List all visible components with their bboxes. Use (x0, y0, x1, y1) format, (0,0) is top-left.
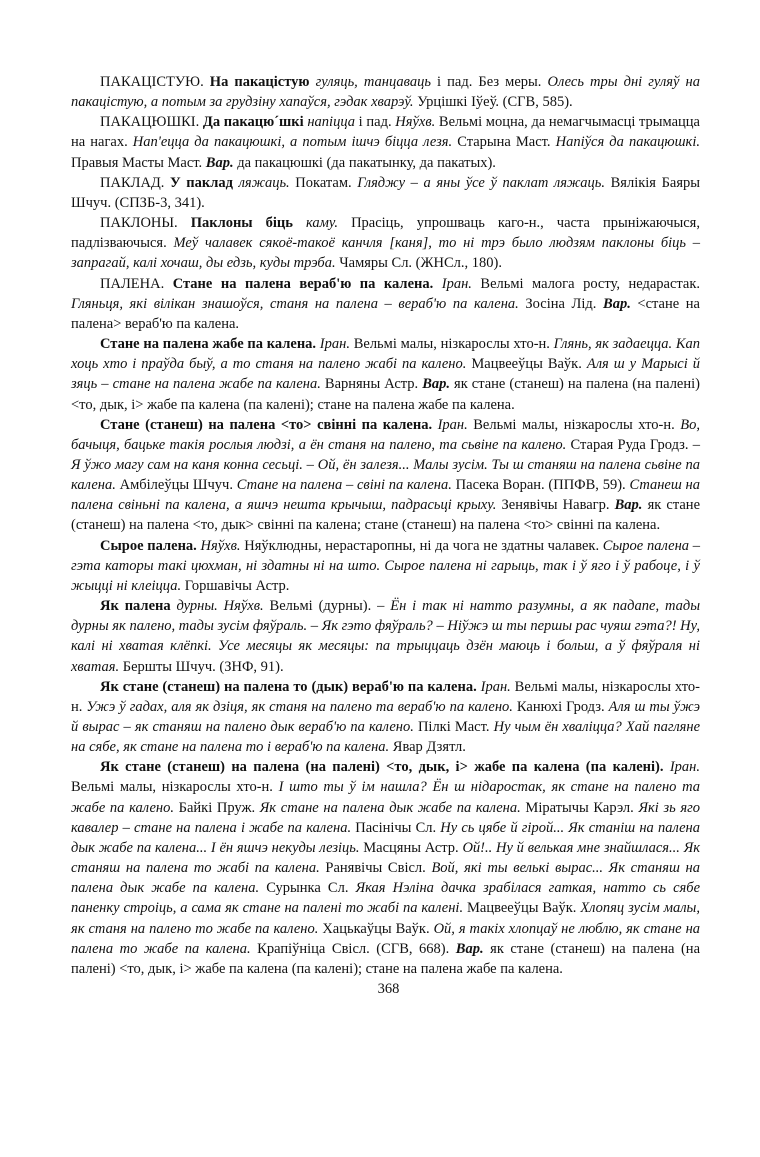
text-run: Вельмі моцна, да немагчымасці трымацца на нагах. (71, 114, 700, 151)
variant-marker: Вар. (614, 497, 643, 514)
italic-text: Меў чалавек сякоё-такоё канчля [каня], то ні трэ было людзям паклоны біць – запрагай, калі хочаш, ды едзь, куды трэба. (71, 235, 701, 272)
italic-text: Напіўся да пакацюшкі. (555, 134, 700, 151)
italic-text: дурны. Няўхв. (170, 598, 264, 615)
italic-text: напіцца (303, 114, 355, 131)
text-run: Ранявічы Свісл. (319, 860, 432, 877)
italic-text: Гляньця, які вілікан знашоўся, станя на палена – вераб'ю па калена. (71, 295, 519, 312)
italic-text: Няўхв. (196, 537, 241, 554)
text-run: да пакацюшкі (да пакатынку, да пакатых). (233, 154, 496, 171)
text-run: Зосіна Лід. (518, 295, 604, 312)
italic-text: Глянь, як задаецца. Кап хоць хто і праўда быў, а то станя на палено жабі па калено. (71, 336, 701, 373)
text-run: ПАКЛОНЫ. (100, 215, 191, 232)
italic-text: Олесь тры дні гуляў на пакацістую, а потым за грудзіну хапаўся, гэдак хварэў. (71, 74, 700, 111)
text-run: Вельмі (дурны). (263, 598, 378, 615)
italic-text: Гляджу – а яны ўсе ў паклат ляжаць. (357, 174, 606, 191)
text-run: Варняны Астр. (320, 376, 423, 393)
italic-text: Якая Нэліна дачка зрабілася гаткая, натто сь сябе паненку строіць, а сама як стане на палені то жабі па калені. (71, 880, 701, 917)
dictionary-entry (71, 536, 700, 596)
italic-text: Іран. (663, 759, 700, 776)
text-run: Мацвееўцы Ваўк. (466, 356, 587, 373)
text-run: ПАКАЦЮШКІ. (100, 114, 203, 131)
dictionary-entry (71, 334, 700, 415)
headword: У паклад (170, 174, 233, 191)
variant-marker: Вар. (205, 154, 234, 171)
dictionary-entry (71, 415, 700, 536)
dictionary-entry (71, 72, 700, 112)
text-run: Вельмі малога росту, недарастак. (471, 275, 701, 292)
italic-text: ляжаць. (232, 174, 290, 191)
text-run: як стане (станеш) на палена (на палені) <то, дык, і> жабе па калена (па калені); стане на палена жабе па калена. (71, 940, 701, 977)
dictionary-entry (71, 677, 700, 758)
headword: Як стане (станеш) на палена (на палені) <то, дык, і> жабе па калена (па калені). (100, 759, 664, 776)
dictionary-entry (71, 213, 700, 273)
text-run: Хацькаўцы Ваўк. (318, 920, 434, 937)
text-run: Горшавічы Астр. (181, 577, 290, 594)
text-run: як стане (станеш) на палена <то, дык> свінні па калена; стане (станеш) на палена <то> свінні па калена. (71, 497, 701, 534)
italic-text: І што ты ў ім нашла? Ён ш нідаростак, як стане на палено та жабе па калено. (71, 779, 700, 816)
text-run: Вельмі малы, нізкарослы хто-н. (467, 416, 681, 433)
italic-text: Ну чым ён хваліцца? Хай пагляне на сябе, як стане на палена то і вераб'ю па калена. (71, 719, 701, 756)
text-run: Крапіўніца Свісл. (СГВ, 668). (250, 940, 456, 957)
text-run: Старая Руда Гродз. (566, 436, 693, 453)
italic-text: Іран. (316, 336, 350, 353)
text-run: Покатам. (289, 174, 358, 191)
italic-text: – Я ўжо магу сам на каня конна сесьці. – Ой, ён залезя... Малы зусім. Ты ш станяш на палена сьвіне па калена. (71, 436, 700, 494)
italic-text: Іран. (433, 275, 472, 292)
headword: Як стане (станеш) на палена то (дык) вераб'ю па калена. (100, 678, 477, 695)
text-run: Прасіць, упрошваць каго-н., часта прыніжаючыся, падлізваючыся. (71, 215, 700, 252)
headword: Сырое палена. (100, 537, 197, 554)
dictionary-entry (71, 112, 700, 172)
italic-text: Ой, я такіх хлопцаў не люблю, як стане на палена то жабе па калена. (71, 920, 701, 957)
dictionary-entry (71, 757, 700, 979)
text-run: Урцішкі Іўеў. (СГВ, 585). (413, 94, 573, 111)
italic-text: Вой, які ты велькі вырас... Як станяш на палена дык жабе па калена. (71, 860, 701, 897)
dictionary-entry (71, 274, 700, 334)
text-run: Няўклюдны, нерастаропны, ні да чога не здатны чалавек. (240, 537, 603, 554)
italic-text: Як стане на палена дык жабе па калена. (259, 799, 521, 816)
text-run: Бершты Шчуч. (ЗНФ, 91). (119, 658, 284, 675)
variant-marker: Вар. (603, 295, 631, 312)
dictionary-entries (71, 72, 700, 979)
italic-text: Стане на палена – свіні па калена. (236, 477, 452, 494)
headword: Да пакацю´шкі (202, 114, 304, 131)
text-run: Пасінічы Сл. (351, 819, 441, 836)
italic-text: Хлопяц зусім малы, як станя на палено то жабе па калено. (71, 900, 700, 937)
italic-text: Аля ш у Марысі й зяць – стане на палена жабе па калена. (71, 356, 700, 393)
italic-text: гуляць, танцаваць (309, 74, 431, 90)
text-run: Чамяры Сл. (ЖНСл., 180). (335, 255, 502, 272)
text-run: ПАКЛАД. (100, 174, 171, 191)
italic-text: каму. (292, 215, 339, 232)
text-run: ПАКАЦІСТУЮ. (100, 74, 210, 90)
text-run: Пілкі Маст. (413, 719, 494, 735)
text-run: Сурынка Сл. (259, 880, 356, 897)
italic-text: Во, бачыця, бацьке такія рослыя людзі, а ён станя на палено, та сьвіне па калено. (71, 416, 701, 453)
page-number: 368 (377, 981, 400, 998)
text-run: Зенявічы Навагр. (496, 497, 615, 514)
text-run: і пад. Без меры. (430, 74, 548, 90)
italic-text: – Ён і так ні натто разумны, а як падапе, тады дурны як палено, тады зусім фяўраль. – Як гэто фяўраль? – Ніўжэ ш ты першы рас чуяш гэта?! Ну, калі ні хватая клёпкі. Усе месяцы як месяцы: па трыццаць дзён маюць і больш, а ў фяўраля ні хватая. (71, 598, 701, 675)
headword: Як палена (100, 598, 171, 615)
headword: Стане на палена вераб'ю па калена. (172, 275, 434, 292)
text-run: ПАЛЕНА. (100, 275, 173, 292)
text-run: Канюхі Гродз. (512, 698, 609, 715)
dictionary-entry (71, 173, 700, 213)
text-run: Байкі Пруж. (173, 799, 260, 816)
italic-text: Станеш на палена свіньні па калена, а яшчэ нешта крычыш, падрасьці крыху. (71, 477, 701, 514)
headword: На пакацістую (209, 74, 310, 90)
headword: Стане на палена жабе па калена. (100, 336, 317, 353)
text-run: як стане (станеш) на палена (на палені) <то, дык, і> жабе па калена (па калені); стане на палена жабе па калена. (71, 376, 700, 413)
italic-text: Няўхв. (395, 114, 436, 131)
italic-text: Ой!.. Ну й велькая мне знайшлася... Як станяш на палена то жабі па калена. (71, 839, 701, 877)
italic-text: Сырое палена – гэта каторы такі цюхман, ні здатны ні на што. Сырое палена ні гарыць, так і ў яго і ў рабоце, і ў жыцці ні клеіцца. (71, 537, 700, 594)
text-run: і пад. (355, 114, 396, 131)
italic-text: Нап'ецца да пакацюшкі, а потым ішчэ біцца лезя. (132, 134, 453, 151)
italic-text: Аля ш ты ўжэ й вырас – як станяш на палено дык вераб'ю па калено. (71, 698, 701, 735)
text-run: Вельмі малы, нізкарослы хто-н. (349, 336, 554, 353)
text-run: Вельмі малы, нізкарослы хто-н. (71, 779, 279, 796)
headword: Стане (станеш) на палена <то> свінні па калена. (100, 416, 433, 433)
text-run: Міратычы Карэл. (520, 799, 639, 816)
text-run: Масцяны Астр. (359, 839, 463, 856)
text-run: Амбілеўцы Шчуч. (115, 477, 237, 494)
headword: Паклоны біць (190, 215, 293, 232)
text-run: Вельмі малы, нізкарослы хто-н. (71, 678, 700, 715)
text-run: Явар Дзятл. (389, 739, 466, 756)
italic-text: Іран. (432, 416, 468, 433)
text-run: Вялікія Баяры Шчуч. (СПЗБ-3, 341). (71, 174, 701, 211)
text-run: Правыя Масты Маст. (71, 154, 206, 171)
text-run: Старына Маст. (452, 134, 556, 151)
italic-text: Ну сь цябе й гірой... Як станіш на палена дык жабе па калена... І ён яшчэ некуды лезіць. (71, 819, 701, 856)
italic-text: Ужэ ў гадах, аля як дзіця, як станя на палено та вераб'ю па калено. (86, 698, 513, 715)
variant-marker: Вар. (422, 376, 450, 393)
text-run: Пасека Воран. (ППФВ, 59). (451, 477, 630, 494)
variant-marker: Вар. (455, 940, 484, 957)
italic-text: Іран. (476, 678, 511, 695)
text-run: Мацвееўцы Ваўк. (463, 900, 581, 917)
text-run: <стане на палена> вераб'ю па калена. (71, 295, 700, 332)
italic-text: Які зь яго кавалер – стане на палена і жабе па калена. (71, 799, 701, 836)
dictionary-entry (71, 596, 700, 677)
